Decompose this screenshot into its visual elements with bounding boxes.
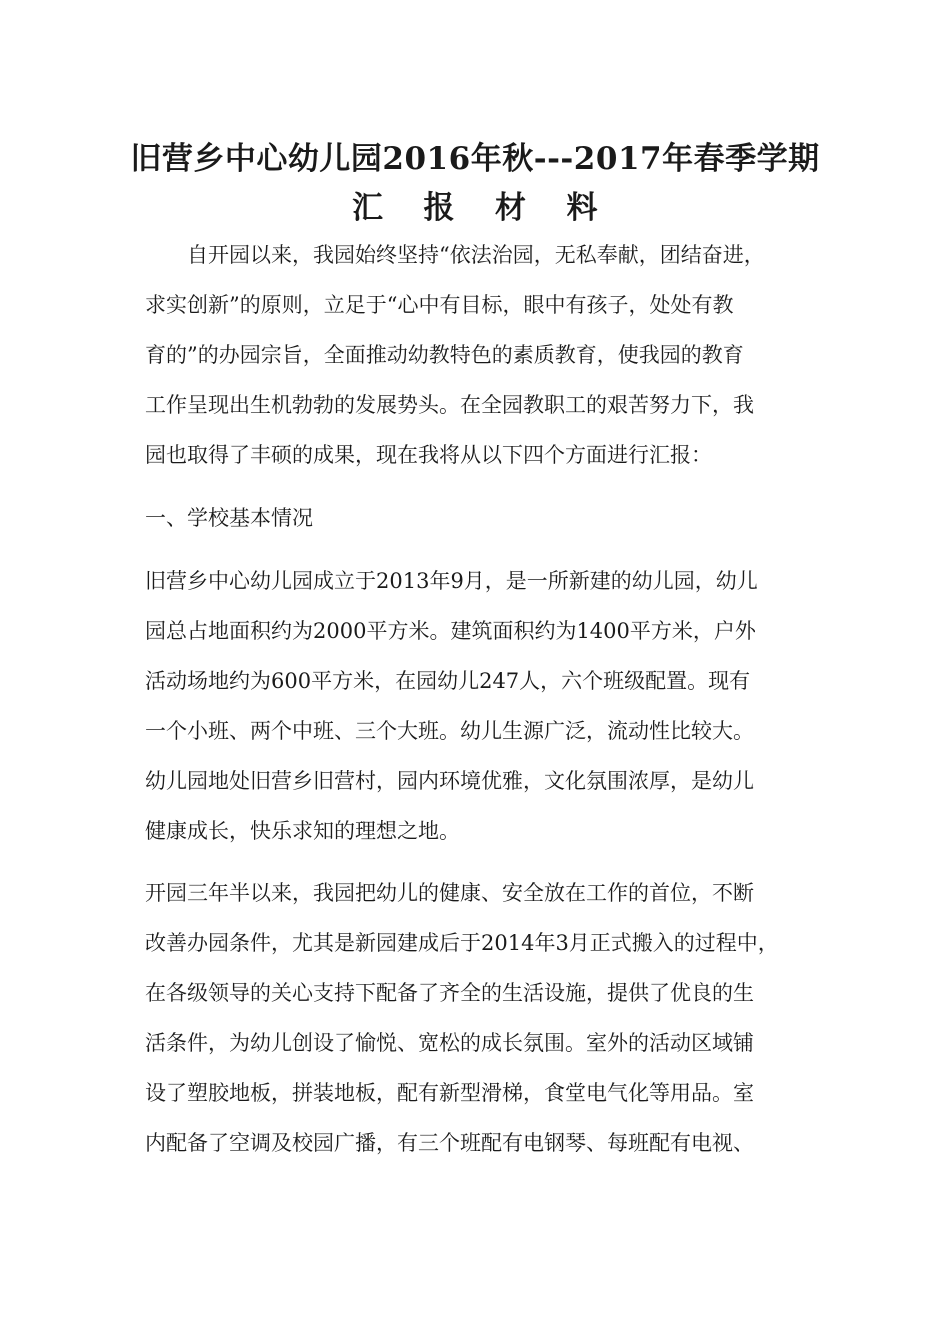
document-subtitle	[0, 182, 950, 227]
section1-paragraph-2	[145, 868, 815, 1168]
paragraph-line: 育的”的办园宗旨，全面推动幼教特色的素质教育，使我园的教育	[145, 343, 744, 367]
paragraph-line: 内配备了空调及校园广播，有三个班配有电钢琴、每班配有电视、	[145, 1131, 754, 1155]
subtitle-char: 汇	[352, 190, 384, 226]
section-heading	[145, 493, 815, 543]
paragraph-line: 旧营乡中心幼儿园成立于2013年9月，是一所新建的幼儿园，幼儿	[145, 569, 758, 593]
subtitle-char: 料	[566, 190, 598, 226]
section-heading-text: 一、学校基本情况	[145, 506, 313, 530]
paragraph-line: 在各级领导的关心支持下配备了齐全的生活设施，提供了优良的生	[145, 981, 754, 1005]
subtitle-char: 报	[423, 190, 455, 226]
paragraph-line: 活动场地约为600平方米，在园幼儿247人，六个班级配置。现有	[145, 669, 751, 693]
paragraph-line: 园总占地面积约为2000平方米。建筑面积约为1400平方米，户外	[145, 619, 756, 643]
paragraph-line: 设了塑胶地板，拼装地板，配有新型滑梯，食堂电气化等用品。室	[145, 1081, 754, 1105]
paragraph-line: 自开园以来，我园始终坚持“依法治园，无私奉献，团结奋进，	[187, 243, 765, 267]
section1-paragraph-1	[145, 556, 815, 856]
subtitle-char: 材	[495, 190, 527, 226]
paragraph-line: 求实创新”的原则，立足于“心中有目标，眼中有孩子，处处有教	[145, 293, 734, 317]
document-title: 旧营乡中心幼儿园2016年秋---2017年春季学期	[130, 141, 820, 177]
paragraph-line: 一个小班、两个中班、三个大班。幼儿生源广泛，流动性比较大。	[145, 719, 754, 743]
paragraph-line: 开园三年半以来，我园把幼儿的健康、安全放在工作的首位，不断	[145, 881, 754, 905]
paragraph-line: 园也取得了丰硕的成果，现在我将从以下四个方面进行汇报：	[145, 443, 712, 467]
intro-paragraph	[145, 230, 815, 480]
paragraph-line: 幼儿园地处旧营乡旧营村，园内环境优雅，文化氛围浓厚，是幼儿	[145, 769, 754, 793]
paragraph-line: 工作呈现出生机勃勃的发展势头。在全园教职工的艰苦努力下，我	[145, 393, 754, 417]
paragraph-line: 改善办园条件，尤其是新园建成后于2014年3月正式搬入的过程中，	[145, 931, 779, 955]
paragraph-line: 健康成长，快乐求知的理想之地。	[145, 819, 460, 843]
paragraph-line: 活条件，为幼儿创设了愉悦、宽松的成长氛围。室外的活动区域铺	[145, 1031, 754, 1055]
